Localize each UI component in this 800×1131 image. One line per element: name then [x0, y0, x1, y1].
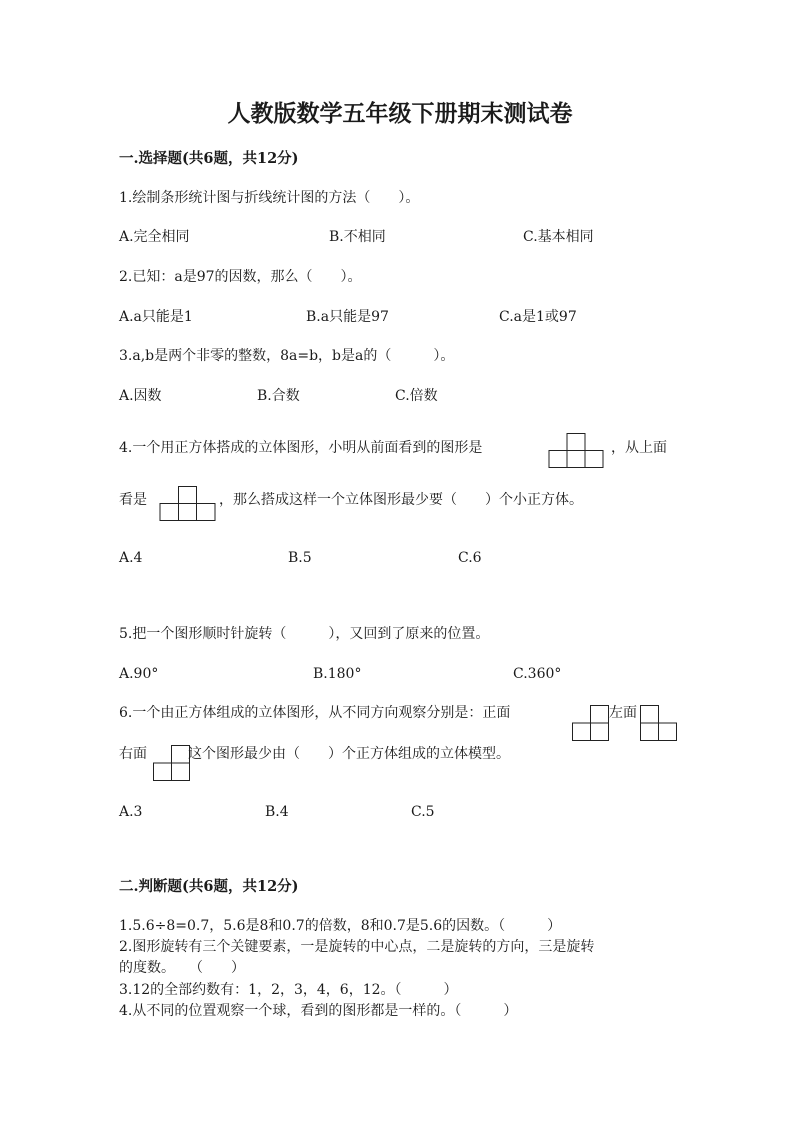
- q6-front-view-figure: [572, 705, 610, 742]
- section2-heading: 二.判断题(共6题，共12分): [119, 878, 299, 895]
- judge-question-4: 4.从不同的位置观察一个球，看到的图形都是一样的。（ ）: [119, 1003, 518, 1019]
- q2-option-a: A.a只能是1: [119, 309, 193, 325]
- q4-option-c: C.6: [458, 550, 482, 566]
- question-6-line1: 6.一个由正方体组成的立体图形，从不同方向观察分别是：正面: [119, 705, 511, 721]
- q3-option-c: C.倍数: [395, 388, 438, 404]
- page-title: 人教版数学五年级下册期末测试卷: [227, 100, 573, 127]
- judge-question-2-line2: 的度数。 （ ）: [119, 960, 245, 976]
- q6-option-a: A.3: [119, 804, 143, 820]
- section1-heading: 一.选择题(共6题，共12分): [119, 150, 299, 167]
- judge-question-2-line1: 2.图形旋转有三个关键要素，一是旋转的中心点，二是旋转的方向，三是旋转: [119, 939, 595, 955]
- question-6-line2-start: 右面: [119, 746, 147, 762]
- question-3: 3.a,b是两个非零的整数，8a=b，b是a的（ ）。: [119, 348, 455, 364]
- q4-option-a: A.4: [119, 550, 143, 566]
- q1-option-b: B.不相同: [329, 229, 386, 245]
- question-4-line1-end: ，从上面: [611, 440, 667, 456]
- question-4-line1: 4.一个用正方体搭成的立体图形，小明从前面看到的图形是: [119, 440, 483, 456]
- q4-option-b: B.5: [288, 550, 312, 566]
- q6-left-view-figure: [640, 705, 678, 742]
- q4-front-view-figure: [548, 433, 604, 469]
- q3-option-a: A.因数: [119, 388, 162, 404]
- question-4-line2: ，那么搭成这样一个立体图形最少要（ ）个小正方体。: [219, 492, 583, 508]
- q6-right-view-figure: [153, 745, 191, 782]
- question-5: 5.把一个图形顺时针旋转（ ），又回到了原来的位置。: [119, 626, 490, 642]
- q4-top-view-figure: [159, 486, 217, 522]
- q1-option-a: A.完全相同: [119, 229, 190, 245]
- q2-option-c: C.a是1或97: [499, 309, 577, 325]
- q1-option-c: C.基本相同: [523, 229, 594, 245]
- q5-option-c: C.360°: [513, 666, 562, 682]
- question-6-left-label: 左面: [609, 705, 637, 721]
- question-1: 1.绘制条形统计图与折线统计图的方法（ ）。: [119, 190, 420, 206]
- question-4-line2-start: 看是: [119, 492, 147, 508]
- judge-question-3: 3.12的全部约数有：1，2，3，4，6，12。（ ）: [119, 982, 458, 998]
- question-6-line2: 这个图形最少由（ ）个正方体组成的立体模型。: [188, 746, 510, 762]
- q2-option-b: B.a只能是97: [306, 309, 389, 325]
- q5-option-a: A.90°: [119, 666, 159, 682]
- judge-question-1: 1.5.6÷8=0.7，5.6是8和0.7的倍数，8和0.7是5.6的因数。（ ）: [119, 918, 562, 934]
- q6-option-c: C.5: [411, 804, 435, 820]
- q5-option-b: B.180°: [313, 666, 362, 682]
- q3-option-b: B.合数: [257, 388, 300, 404]
- question-2: 2.已知：a是97的因数，那么（ ）。: [119, 269, 362, 285]
- q6-option-b: B.4: [265, 804, 289, 820]
